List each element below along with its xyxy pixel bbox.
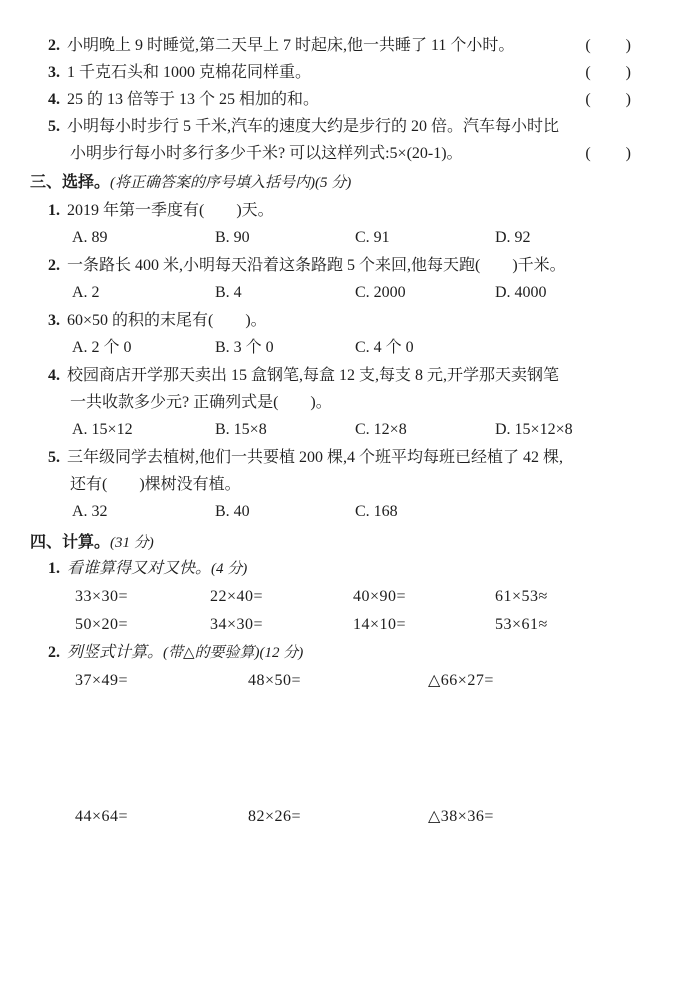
choice-q1-options bbox=[72, 227, 632, 251]
item-text: 25 的 13 倍等于 13 个 25 相加的和。 bbox=[67, 91, 320, 108]
section-title: 四、计算。 bbox=[30, 534, 111, 551]
question-text: 一共收款多少元? 正确列式是( )。 bbox=[70, 394, 332, 411]
math-expression: △38×36= bbox=[428, 808, 494, 825]
answer-bracket: ( ) bbox=[585, 64, 632, 81]
section-title: 三、选择。 bbox=[30, 174, 111, 191]
judgement-item-4 bbox=[48, 89, 632, 113]
math-expression: 40×90= bbox=[353, 588, 407, 605]
option-a: A. 89 bbox=[72, 229, 108, 246]
math-expression: 53×61≈ bbox=[495, 616, 548, 633]
calc-part2-row1 bbox=[75, 670, 632, 694]
math-expression: 48×50= bbox=[248, 672, 302, 689]
math-expression: 22×40= bbox=[210, 588, 264, 605]
answer-bracket: ( ) bbox=[585, 145, 632, 162]
calc-part1-title bbox=[48, 558, 632, 582]
judgement-item-5-line2 bbox=[70, 143, 632, 167]
choice-q4-line1 bbox=[48, 365, 632, 389]
answer-bracket: ( ) bbox=[585, 91, 632, 108]
option-b: B. 90 bbox=[215, 229, 250, 246]
calc-part1-row1 bbox=[75, 586, 632, 610]
option-c: C. 2000 bbox=[355, 284, 406, 301]
section-score: (31 分) bbox=[110, 535, 154, 551]
math-expression: 37×49= bbox=[75, 672, 129, 689]
option-d: D. 15×12×8 bbox=[495, 421, 573, 438]
option-b: B. 15×8 bbox=[215, 421, 267, 438]
choice-q5-options bbox=[72, 501, 632, 525]
option-c: C. 168 bbox=[355, 503, 398, 520]
option-d: D. 4000 bbox=[495, 284, 547, 301]
part-title: 列竖式计算。 bbox=[67, 644, 164, 661]
part-note: (带△的要验算) bbox=[163, 645, 260, 661]
item-text: 小明晚上 9 时睡觉,第二天早上 7 时起床,他一共睡了 11 个小时。 bbox=[67, 37, 515, 54]
choice-q4-options bbox=[72, 419, 632, 443]
question-text: 一条路长 400 米,小明每天沿着这条路跑 5 个来回,他每天跑( )千米。 bbox=[67, 257, 566, 274]
math-expression: 50×20= bbox=[75, 616, 129, 633]
question-text: 2019 年第一季度有( )天。 bbox=[67, 202, 274, 219]
option-b: B. 4 bbox=[215, 284, 242, 301]
choice-q3 bbox=[48, 310, 632, 334]
option-b: B. 40 bbox=[215, 503, 250, 520]
section-note: (将正确答案的序号填入括号内) bbox=[110, 175, 316, 191]
calc-part1-row2 bbox=[75, 614, 632, 638]
part-number: 1. bbox=[48, 560, 60, 577]
question-number: 5. bbox=[48, 449, 60, 466]
choice-q4-line2 bbox=[70, 392, 632, 416]
choice-q2 bbox=[48, 255, 632, 279]
math-expression: 14×10= bbox=[353, 616, 407, 633]
choice-section-heading bbox=[30, 172, 632, 196]
option-a: A. 32 bbox=[72, 503, 108, 520]
calc-section-heading bbox=[30, 532, 632, 556]
option-c: C. 12×8 bbox=[355, 421, 407, 438]
item-text: 1 千克石头和 1000 克棉花同样重。 bbox=[67, 64, 312, 81]
question-text: 还有( )棵树没有植。 bbox=[70, 476, 241, 493]
option-b: B. 3 个 0 bbox=[215, 339, 274, 356]
choice-q5-line2 bbox=[70, 474, 632, 498]
item-number: 4. bbox=[48, 91, 60, 108]
answer-bracket: ( ) bbox=[585, 37, 632, 54]
option-a: A. 2 个 0 bbox=[72, 339, 132, 356]
choice-q1 bbox=[48, 200, 632, 224]
option-a: A. 15×12 bbox=[72, 421, 133, 438]
item-text: 小明步行每小时多行多少千米? 可以这样列式:5×(20-1)。 bbox=[70, 145, 463, 162]
option-c: C. 91 bbox=[355, 229, 390, 246]
judgement-item-3 bbox=[48, 62, 632, 86]
calc-part2-title bbox=[48, 642, 632, 666]
item-number: 2. bbox=[48, 37, 60, 54]
item-text: 小明每小时步行 5 千米,汽车的速度大约是步行的 20 倍。汽车每小时比 bbox=[67, 118, 560, 135]
question-text: 校园商店开学那天卖出 15 盒钢笔,每盒 12 支,每支 8 元,开学那天卖钢笔 bbox=[67, 367, 560, 384]
item-number: 3. bbox=[48, 64, 60, 81]
math-expression: 33×30= bbox=[75, 588, 129, 605]
choice-q3-options bbox=[72, 337, 632, 361]
section-score: (5 分) bbox=[315, 175, 352, 191]
calc-part2-row2 bbox=[75, 806, 632, 830]
part-score: (4 分) bbox=[211, 561, 248, 577]
option-a: A. 2 bbox=[72, 284, 100, 301]
item-number: 5. bbox=[48, 118, 60, 135]
part-number: 2. bbox=[48, 644, 60, 661]
question-text: 60×50 的积的末尾有( )。 bbox=[67, 312, 267, 329]
part-score: (12 分) bbox=[259, 645, 304, 661]
option-c: C. 4 个 0 bbox=[355, 339, 414, 356]
question-text: 三年级同学去植树,他们一共要植 200 棵,4 个班平均每班已经植了 42 棵, bbox=[67, 449, 564, 466]
math-expression: 34×30= bbox=[210, 616, 264, 633]
choice-q5-line1 bbox=[48, 447, 632, 471]
judgement-item-2 bbox=[48, 35, 632, 59]
option-d: D. 92 bbox=[495, 229, 531, 246]
question-number: 3. bbox=[48, 312, 60, 329]
question-number: 1. bbox=[48, 202, 60, 219]
math-expression: 82×26= bbox=[248, 808, 302, 825]
question-number: 4. bbox=[48, 367, 60, 384]
part-title: 看谁算得又对又快。 bbox=[67, 560, 212, 577]
question-number: 2. bbox=[48, 257, 60, 274]
choice-q2-options bbox=[72, 282, 632, 306]
math-expression: 61×53≈ bbox=[495, 588, 548, 605]
math-expression: △66×27= bbox=[428, 672, 494, 689]
judgement-item-5-line1 bbox=[48, 116, 632, 140]
math-expression: 44×64= bbox=[75, 808, 129, 825]
